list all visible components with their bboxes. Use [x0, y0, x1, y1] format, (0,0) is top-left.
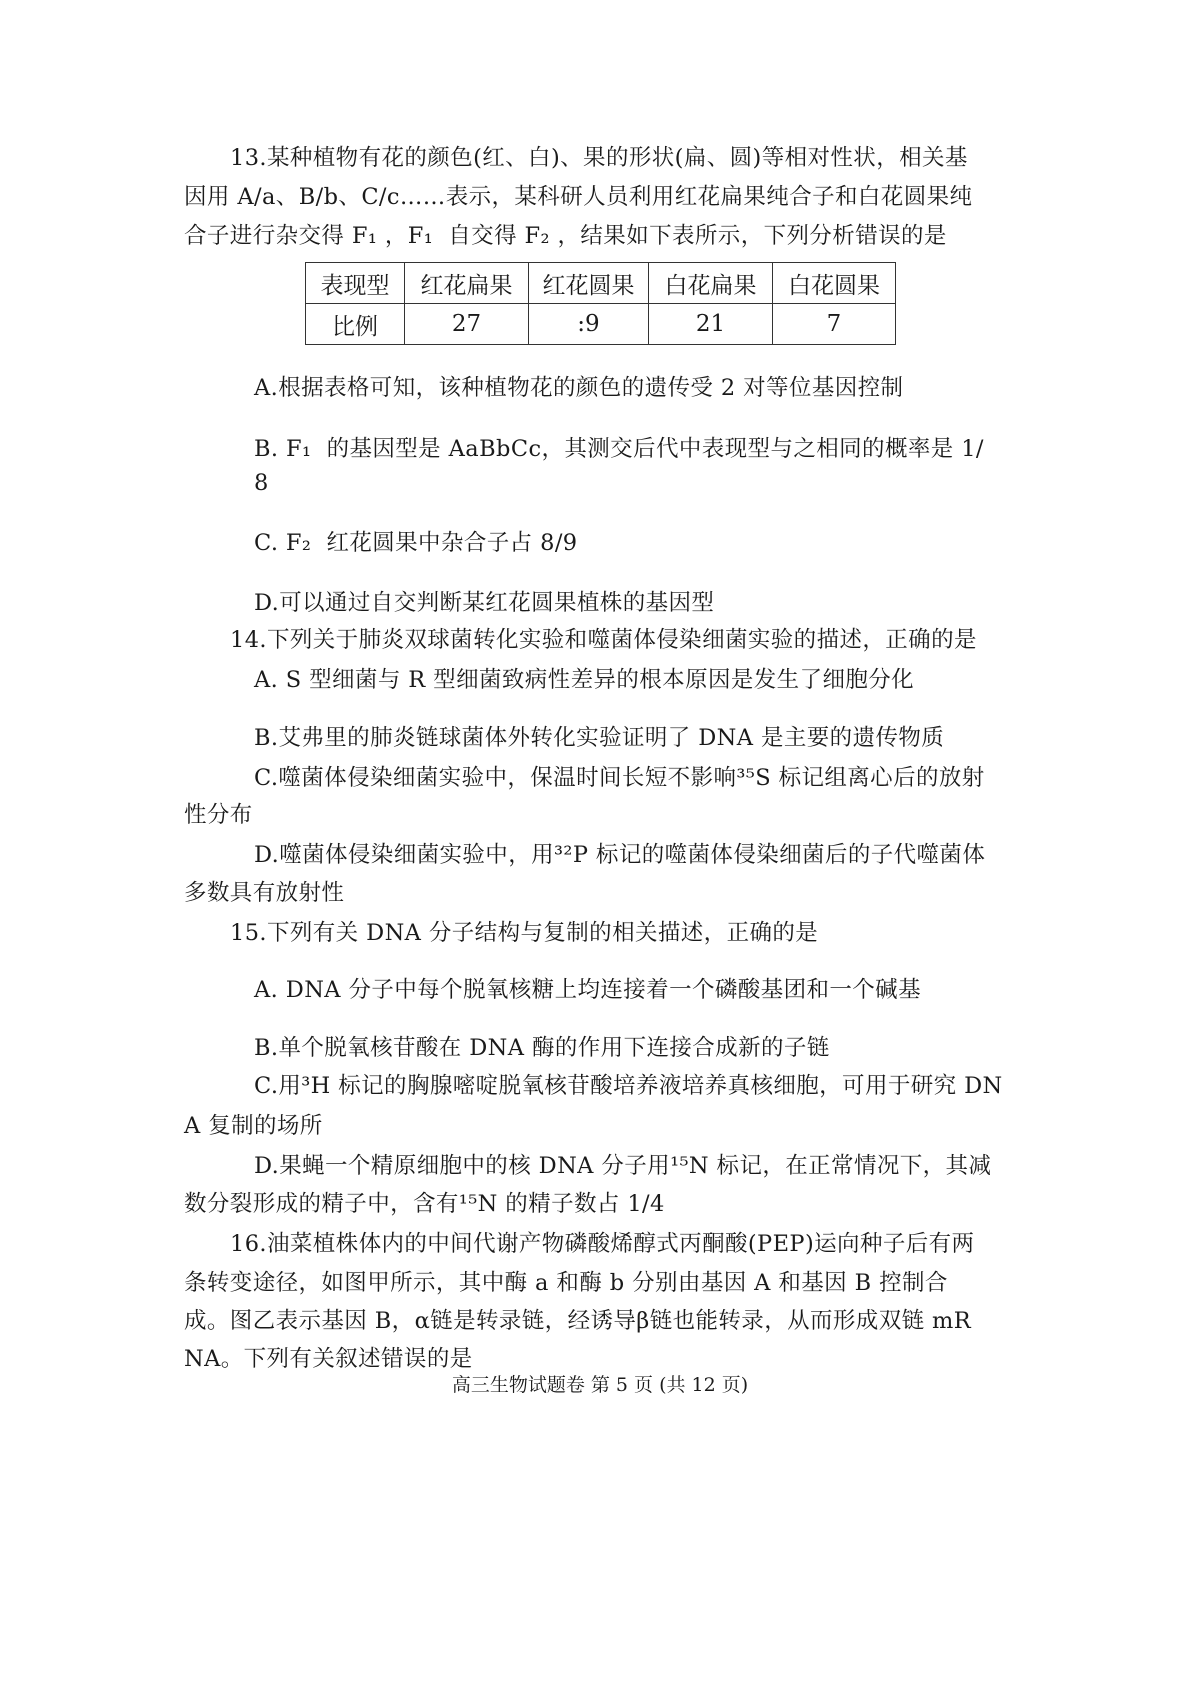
- q14-option-b: B.艾弗里的肺炎链球菌体外转化实验证明了 DNA 是主要的遗传物质: [254, 725, 945, 751]
- table-header-cell: 表现型: [306, 263, 405, 304]
- q15-option-c-line-1: C.用³H 标记的胸腺嘧啶脱氧核苷酸培养液培养真核细胞，可用于研究 DN: [254, 1073, 1003, 1099]
- table-row: [306, 304, 896, 345]
- q13-option-b-line-2: 8: [254, 470, 269, 496]
- q14-option-c-line-2: 性分布: [184, 802, 253, 828]
- q15-option-d-line-2: 数分裂形成的精子中，含有¹⁵N 的精子数占 1/4: [184, 1191, 665, 1217]
- table-cell: 7: [773, 304, 896, 345]
- q13-stem-line-3: 合子进行杂交得 F₁ ，F₁ 自交得 F₂ ，结果如下表所示，下列分析错误的是: [184, 223, 947, 249]
- phenotype-ratio-table: [305, 262, 896, 345]
- q14-stem: 14.下列关于肺炎双球菌转化实验和噬菌体侵染细菌实验的描述，正确的是: [230, 627, 977, 653]
- page-footer: 高三生物试题卷 第 5 页 (共 12 页): [451, 1374, 749, 1396]
- table-header-cell: 白花圆果: [773, 263, 896, 304]
- q16-stem-line-2: 条转变途径，如图甲所示，其中酶 a 和酶 b 分别由基因 A 和基因 B 控制合: [184, 1270, 948, 1296]
- q16-stem-line-3: 成。图乙表示基因 B，α链是转录链，经诱导β链也能转录，从而形成双链 mR: [184, 1308, 972, 1334]
- q14-option-c-line-1: C.噬菌体侵染细菌实验中，保温时间长短不影响³⁵S 标记组离心后的放射: [254, 765, 985, 791]
- q15-option-d-line-1: D.果蝇一个精原细胞中的核 DNA 分子用¹⁵N 标记，在正常情况下，其减: [254, 1153, 992, 1179]
- table-cell: 21: [649, 304, 773, 345]
- q15-stem: 15.下列有关 DNA 分子结构与复制的相关描述，正确的是: [230, 920, 819, 946]
- table-cell: :9: [529, 304, 649, 345]
- q15-option-a: A. DNA 分子中每个脱氧核糖上均连接着一个磷酸基团和一个碱基: [254, 977, 921, 1003]
- q16-stem-line-1: 16.油菜植株体内的中间代谢产物磷酸烯醇式丙酮酸(PEP)运向种子后有两: [230, 1231, 975, 1257]
- table-header-cell: 红花圆果: [529, 263, 649, 304]
- q13-stem-line-2: 因用 A/a、B/b、C/c……表示，某科研人员利用红花扁果纯合子和白花圆果纯: [184, 184, 973, 210]
- q13-option-a: A.根据表格可知，该种植物花的颜色的遗传受 2 对等位基因控制: [254, 375, 904, 401]
- q13-option-b-line-1: B. F₁ 的基因型是 AaBbCc，其测交后代中表现型与之相同的概率是 1/: [254, 436, 984, 462]
- q13-option-c: C. F₂ 红花圆果中杂合子占 8/9: [254, 530, 578, 556]
- q14-option-d-line-1: D.噬菌体侵染细菌实验中，用³²P 标记的噬菌体侵染细菌后的子代噬菌体: [254, 842, 986, 868]
- q14-option-d-line-2: 多数具有放射性: [184, 880, 345, 906]
- table-cell: 比例: [306, 304, 405, 345]
- q15-option-c-line-2: A 复制的场所: [184, 1113, 323, 1139]
- table-header-cell: 白花扁果: [649, 263, 773, 304]
- q13-option-d: D.可以通过自交判断某红花圆果植株的基因型: [254, 590, 715, 616]
- table-row: [306, 263, 896, 304]
- table-header-cell: 红花扁果: [405, 263, 529, 304]
- table-cell: 27: [405, 304, 529, 345]
- q14-option-a: A. S 型细菌与 R 型细菌致病性差异的根本原因是发生了细胞分化: [254, 667, 915, 693]
- q16-stem-line-4: NA。下列有关叙述错误的是: [184, 1346, 473, 1372]
- q13-stem-line-1: 13.某种植物有花的颜色(红、白)、果的形状(扁、圆)等相对性状，相关基: [230, 145, 968, 171]
- q15-option-b: B.单个脱氧核苷酸在 DNA 酶的作用下连接合成新的子链: [254, 1035, 830, 1061]
